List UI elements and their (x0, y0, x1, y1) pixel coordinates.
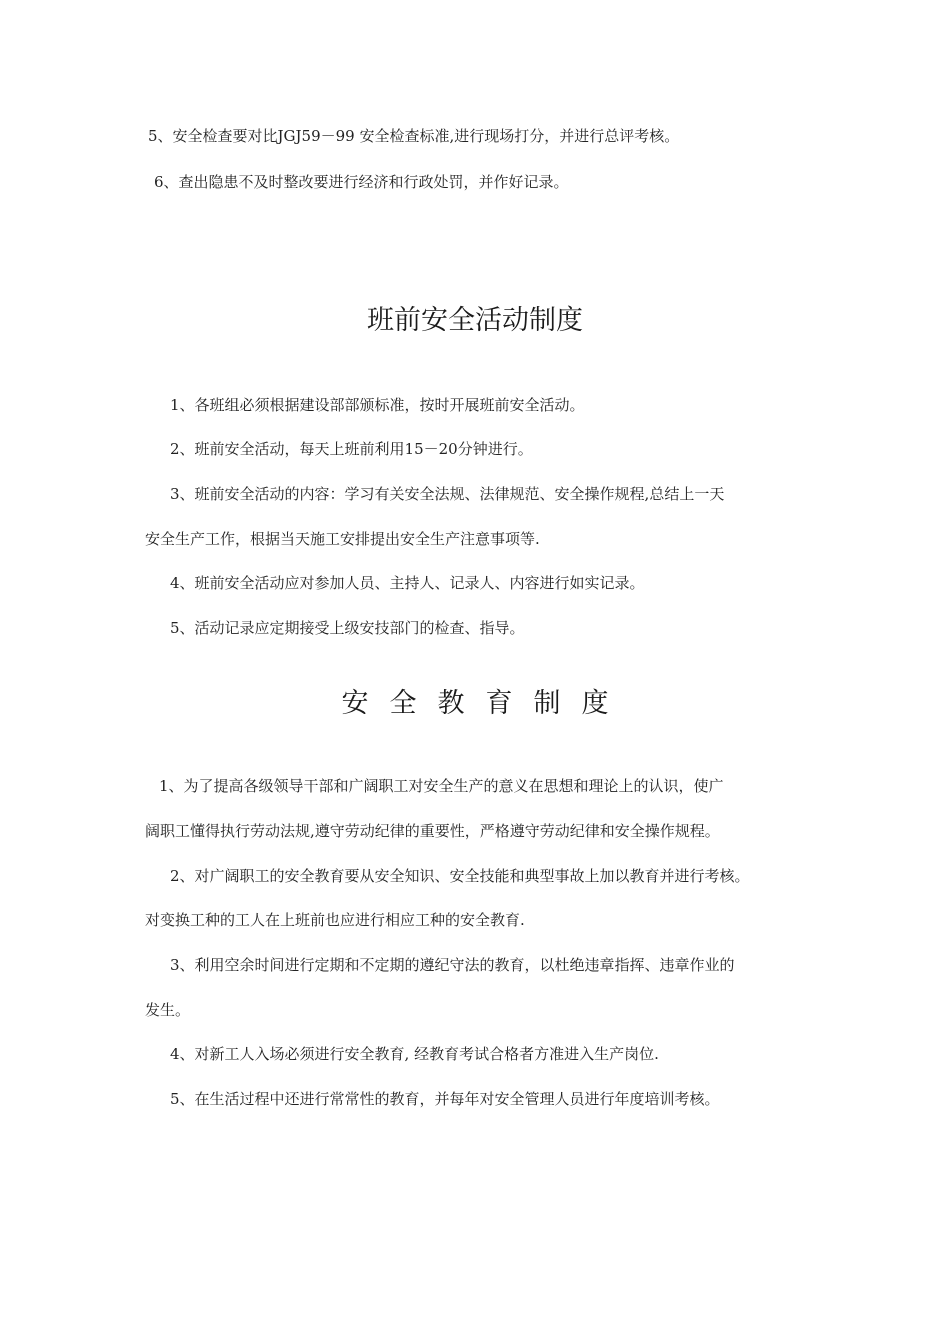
edu-line-2b: 对变换工种的工人在上班前也应进行相应工种的安全教育. (145, 911, 525, 929)
title-pre-shift-safety: 班前安全活动制度 (367, 305, 583, 336)
pre-shift-line-5: 5、活动记录应定期接受上级安技部门的检查、指导。 (170, 619, 525, 637)
edu-line-3a: 3、利用空余时间进行定期和不定期的遵纪守法的教育，以杜绝违章指挥、违章作业的 (170, 956, 735, 974)
edu-line-1b: 阔职工懂得执行劳动法规,遵守劳动纪律的重要性，严格遵守劳动纪律和安全操作规程。 (145, 822, 720, 840)
pre-shift-line-3b: 安全生产工作，根据当天施工安排提出安全生产注意事项等. (145, 530, 540, 548)
pre-shift-line-1: 1、各班组必须根据建设部部颁标准，按时开展班前安全活动。 (170, 396, 585, 414)
item-5-safety-inspection: 5、安全检查要对比JGJ59－99 安全检查标准,进行现场打分，并进行总评考核。 (148, 127, 680, 145)
title-safety-education: 安全教育制度 (341, 688, 630, 719)
pre-shift-line-2: 2、班前安全活动，每天上班前利用15－20分钟进行。 (170, 440, 533, 458)
edu-line-1a: 1、为了提高各级领导干部和广阔职工对安全生产的意义在思想和理论上的认识，使广 (159, 777, 724, 795)
edu-line-3b: 发生。 (145, 1001, 191, 1019)
edu-line-5: 5、在生活过程中还进行常常性的教育，并每年对安全管理人员进行年度培训考核。 (170, 1090, 720, 1108)
pre-shift-line-3a: 3、班前安全活动的内容：学习有关安全法规、法律规范、安全操作规程,总结上一天 (170, 485, 725, 503)
edu-line-2a: 2、对广阔职工的安全教育要从安全知识、安全技能和典型事故上加以教育并进行考核。 (170, 867, 750, 885)
edu-line-4: 4、对新工人入场必须进行安全教育, 经教育考试合格者方准进入生产岗位. (170, 1045, 659, 1063)
pre-shift-line-4: 4、班前安全活动应对参加人员、主持人、记录人、内容进行如实记录。 (170, 574, 645, 592)
item-6-hazard-penalty: 6、查出隐患不及时整改要进行经济和行政处罚，并作好记录。 (154, 173, 569, 191)
